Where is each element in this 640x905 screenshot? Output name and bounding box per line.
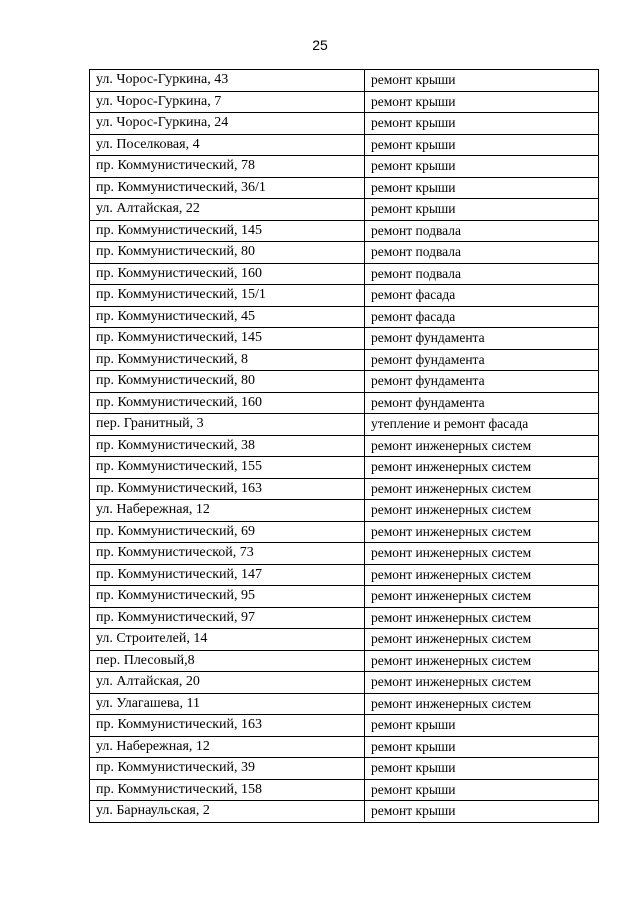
table-row (90, 543, 599, 565)
work-type-cell: ремонт подвала (365, 263, 599, 285)
table-row (90, 220, 599, 242)
work-type-cell: ремонт инженерных систем (365, 435, 599, 457)
table-row (90, 650, 599, 672)
table-row (90, 779, 599, 801)
repair-table-body (90, 70, 599, 823)
work-type-cell: ремонт фундамента (365, 392, 599, 414)
work-type-cell: ремонт крыши (365, 758, 599, 780)
address-cell: ул. Набережная, 12 (90, 500, 365, 522)
address-cell: пр. Коммунистический, 158 (90, 779, 365, 801)
work-type-cell: ремонт фундамента (365, 328, 599, 350)
work-type-cell: ремонт инженерных систем (365, 478, 599, 500)
address-cell: пр. Коммунистической, 73 (90, 543, 365, 565)
address-cell: пр. Коммунистический, 155 (90, 457, 365, 479)
work-type-cell: ремонт инженерных систем (365, 629, 599, 651)
table-row (90, 801, 599, 823)
table-row (90, 672, 599, 694)
address-cell: пр. Коммунистический, 8 (90, 349, 365, 371)
repair-table (89, 69, 599, 823)
table-row (90, 715, 599, 737)
work-type-cell: ремонт фундамента (365, 349, 599, 371)
table-row (90, 758, 599, 780)
table-row (90, 306, 599, 328)
table-row (90, 177, 599, 199)
work-type-cell: ремонт фундамента (365, 371, 599, 393)
address-cell: пр. Коммунистический, 15/1 (90, 285, 365, 307)
address-cell: пр. Коммунистический, 38 (90, 435, 365, 457)
address-cell: пр. Коммунистический, 163 (90, 478, 365, 500)
address-cell: пр. Коммунистический, 95 (90, 586, 365, 608)
table-row (90, 392, 599, 414)
work-type-cell: ремонт подвала (365, 220, 599, 242)
work-type-cell: ремонт инженерных систем (365, 586, 599, 608)
work-type-cell: ремонт крыши (365, 156, 599, 178)
address-cell: ул. Поселковая, 4 (90, 134, 365, 156)
table-row (90, 607, 599, 629)
table-row (90, 285, 599, 307)
table-row (90, 500, 599, 522)
address-cell: пр. Коммунистический, 36/1 (90, 177, 365, 199)
address-cell: пер. Гранитный, 3 (90, 414, 365, 436)
work-type-cell: ремонт крыши (365, 177, 599, 199)
address-cell: пр. Коммунистический, 160 (90, 263, 365, 285)
address-cell: ул. Чорос-Гуркина, 7 (90, 91, 365, 113)
table-row (90, 199, 599, 221)
table-row (90, 134, 599, 156)
work-type-cell: ремонт инженерных систем (365, 650, 599, 672)
table-row (90, 328, 599, 350)
work-type-cell: ремонт инженерных систем (365, 564, 599, 586)
work-type-cell: ремонт фасада (365, 285, 599, 307)
address-cell: ул. Чорос-Гуркина, 24 (90, 113, 365, 135)
address-cell: пр. Коммунистический, 97 (90, 607, 365, 629)
address-cell: ул. Набережная, 12 (90, 736, 365, 758)
work-type-cell: ремонт инженерных систем (365, 543, 599, 565)
work-type-cell: утепление и ремонт фасада (365, 414, 599, 436)
table-row (90, 736, 599, 758)
address-cell: пр. Коммунистический, 78 (90, 156, 365, 178)
work-type-cell: ремонт крыши (365, 91, 599, 113)
work-type-cell: ремонт крыши (365, 199, 599, 221)
table-row (90, 70, 599, 92)
address-cell: ул. Алтайская, 22 (90, 199, 365, 221)
address-cell: пер. Плесовый,8 (90, 650, 365, 672)
address-cell: пр. Коммунистический, 80 (90, 242, 365, 264)
work-type-cell: ремонт инженерных систем (365, 457, 599, 479)
work-type-cell: ремонт крыши (365, 801, 599, 823)
table-row (90, 564, 599, 586)
address-cell: пр. Коммунистический, 163 (90, 715, 365, 737)
work-type-cell: ремонт инженерных систем (365, 672, 599, 694)
table-row (90, 263, 599, 285)
address-cell: пр. Коммунистический, 80 (90, 371, 365, 393)
work-type-cell: ремонт крыши (365, 779, 599, 801)
table-row (90, 349, 599, 371)
work-type-cell: ремонт подвала (365, 242, 599, 264)
table-row (90, 242, 599, 264)
work-type-cell: ремонт инженерных систем (365, 500, 599, 522)
table-row (90, 91, 599, 113)
address-cell: ул. Алтайская, 20 (90, 672, 365, 694)
work-type-cell: ремонт крыши (365, 715, 599, 737)
table-row (90, 435, 599, 457)
table-row (90, 586, 599, 608)
table-row (90, 629, 599, 651)
work-type-cell: ремонт инженерных систем (365, 521, 599, 543)
address-cell: пр. Коммунистический, 160 (90, 392, 365, 414)
address-cell: ул. Барнаульская, 2 (90, 801, 365, 823)
table-row (90, 113, 599, 135)
work-type-cell: ремонт крыши (365, 736, 599, 758)
address-cell: пр. Коммунистический, 39 (90, 758, 365, 780)
table-row (90, 478, 599, 500)
table-row (90, 156, 599, 178)
table-row (90, 693, 599, 715)
work-type-cell: ремонт крыши (365, 70, 599, 92)
address-cell: пр. Коммунистический, 145 (90, 220, 365, 242)
address-cell: ул. Улагашева, 11 (90, 693, 365, 715)
table-row (90, 371, 599, 393)
work-type-cell: ремонт крыши (365, 113, 599, 135)
table-row (90, 457, 599, 479)
work-type-cell: ремонт крыши (365, 134, 599, 156)
address-cell: пр. Коммунистический, 147 (90, 564, 365, 586)
table-row (90, 521, 599, 543)
page-number: 25 (312, 37, 328, 53)
work-type-cell: ремонт фасада (365, 306, 599, 328)
address-cell: ул. Строителей, 14 (90, 629, 365, 651)
address-cell: пр. Коммунистический, 45 (90, 306, 365, 328)
address-cell: ул. Чорос-Гуркина, 43 (90, 70, 365, 92)
table-row (90, 414, 599, 436)
address-cell: пр. Коммунистический, 69 (90, 521, 365, 543)
work-type-cell: ремонт инженерных систем (365, 693, 599, 715)
work-type-cell: ремонт инженерных систем (365, 607, 599, 629)
address-cell: пр. Коммунистический, 145 (90, 328, 365, 350)
